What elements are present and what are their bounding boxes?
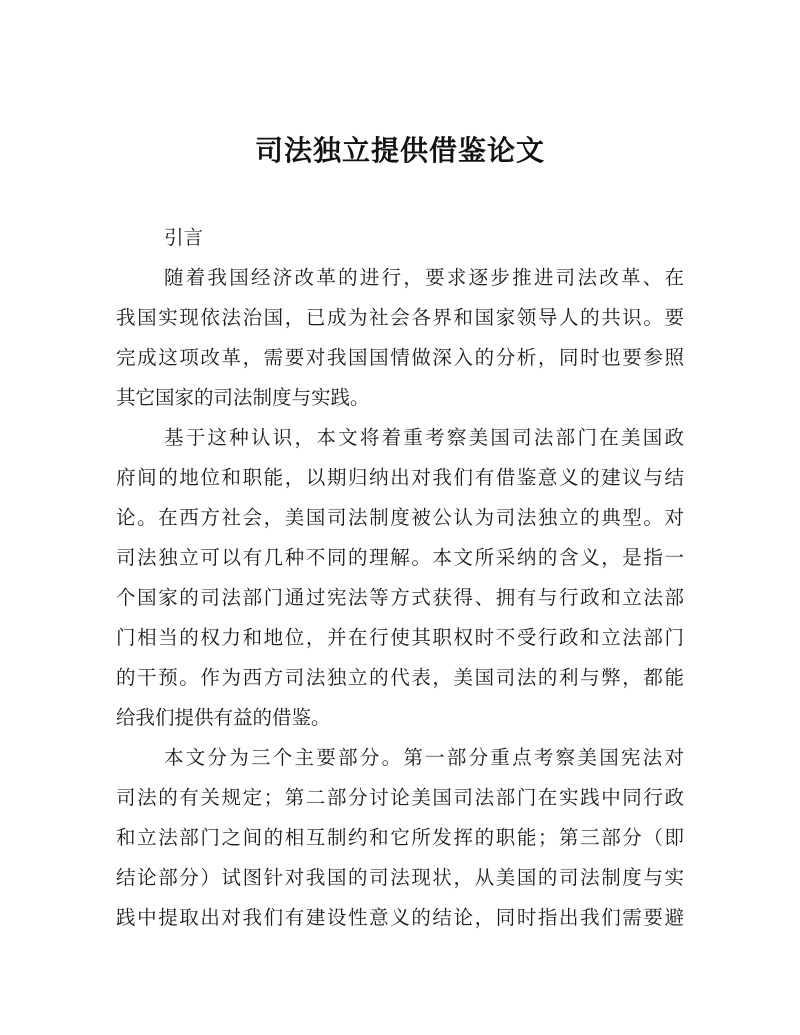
section-heading-intro: 引言 xyxy=(164,226,204,249)
paragraph-line: 给我们提供有益的借鉴。 xyxy=(116,706,331,729)
paragraph-line: 司法的有关规定；第二部分讨论美国司法部门在实践中同行政 xyxy=(116,786,684,809)
paragraph-line: 论。在西方社会，美国司法制度被公认为司法独立的典型。对 xyxy=(116,506,684,529)
paragraph-line: 践中提取出对我们有建设性意义的结论，同时指出我们需要避 xyxy=(116,906,684,929)
paragraph-line: 结论部分）试图针对我国的司法现状，从美国的司法制度与实 xyxy=(116,866,684,889)
paragraph-line: 基于这种认识，本文将着重考察美国司法部门在美国政 xyxy=(164,426,684,449)
paragraph-line: 门相当的权力和地位，并在行使其职权时不受行政和立法部门 xyxy=(116,626,684,649)
paragraph-line: 其它国家的司法制度与实践。 xyxy=(116,386,370,409)
paragraph-line: 的干预。作为西方司法独立的代表，美国司法的利与弊，都能 xyxy=(116,666,684,689)
paragraph-line: 本文分为三个主要部分。第一部分重点考察美国宪法对 xyxy=(164,746,684,769)
paragraph-line: 司法独立可以有几种不同的理解。本文所采纳的含义，是指一 xyxy=(116,546,684,569)
paragraph-line: 和立法部门之间的相互制约和它所发挥的职能；第三部分（即 xyxy=(116,826,684,849)
paragraph-line: 随着我国经济改革的进行，要求逐步推进司法改革、在 xyxy=(164,266,684,289)
document-body xyxy=(116,218,684,938)
paragraph-line: 我国实现依法治国，已成为社会各界和国家领导人的共识。要 xyxy=(116,306,684,329)
paragraph-line: 完成这项改革，需要对我国国情做深入的分析，同时也要参照 xyxy=(116,346,684,369)
document-title: 司法独立提供借鉴论文 xyxy=(254,134,545,167)
paragraph-line: 府间的地位和职能，以期归纳出对我们有借鉴意义的建议与结 xyxy=(116,466,684,489)
paragraph-line: 个国家的司法部门通过宪法等方式获得、拥有与行政和立法部 xyxy=(116,586,684,609)
